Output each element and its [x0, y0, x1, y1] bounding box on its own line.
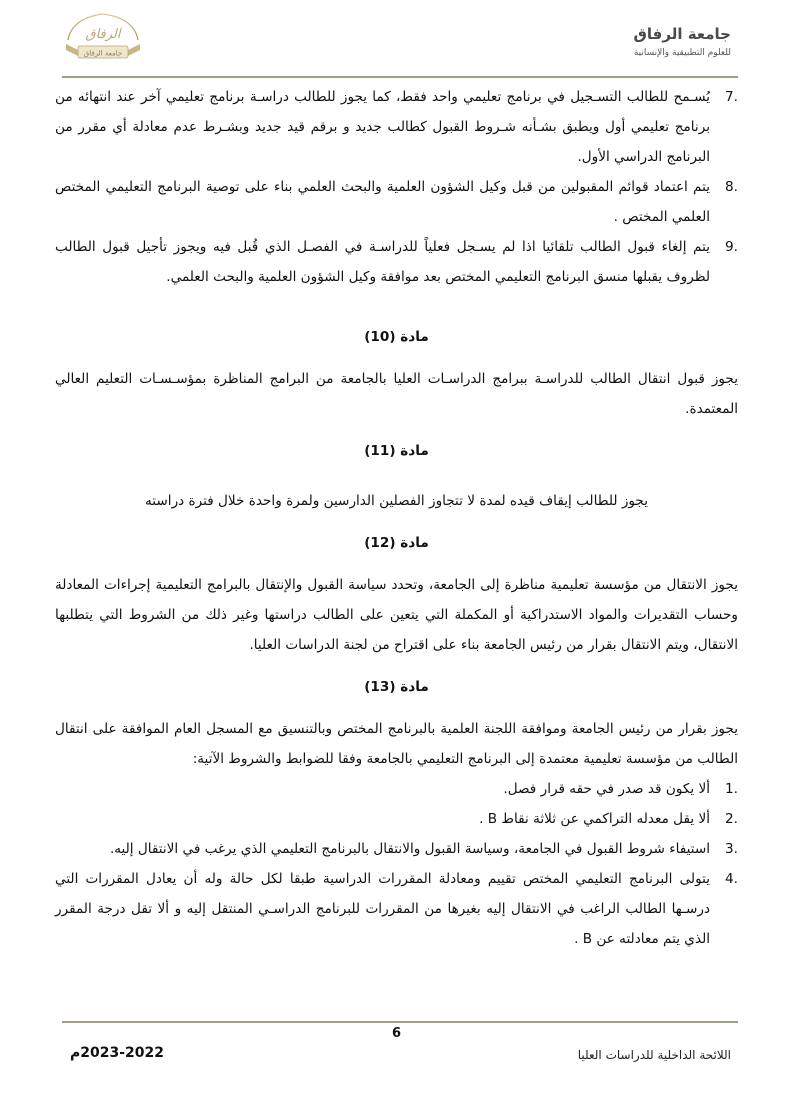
page-content [55, 82, 738, 954]
article-10-text: يجوز قبول انتقال الطالب للدراسـة ببرامج الدراسـات العليا بالجامعة من البرامج المناظرة بمؤسـسـات التعليم العالي المعتمدة. [55, 371, 738, 417]
footer-divider [62, 1021, 738, 1023]
list-item-text: يتم إلغاء قبول الطالب تلقائيا اذا لم يسـجل فعلياً للدراسـة في الفصـل الذي قُبل فيه ويجوز تأجيل قبول الطالب لظروف يقبلها منسق البرنامج التعليمي المختص بعد موافقة وكيل الشؤون العلمية والبحث العلمي. [55, 239, 710, 285]
header-divider [62, 76, 738, 78]
footer-year: 2023-2022م [70, 1045, 165, 1061]
list-item [55, 82, 738, 172]
list-item [55, 804, 738, 834]
page-number: 6 [391, 1026, 402, 1041]
logo-banner-text: جامعة الرفاق [83, 49, 123, 58]
page-header [0, 0, 793, 78]
list-item-number: 9. [725, 239, 738, 255]
article-11-text: يجوز للطالب إيقاف قيده لمدة لا تتجاوز الفصلين الدارسين ولمرة واحدة خلال فترة دراسته [145, 493, 648, 509]
numbered-list-top [55, 82, 738, 292]
numbered-list-article-13 [55, 774, 738, 954]
list-item-number: 3. [725, 841, 738, 857]
list-item-text: ألا يكون قد صدر في حقه قرار فصل. [503, 781, 710, 797]
list-item-number: 7. [725, 89, 738, 105]
university-logo [62, 10, 144, 64]
list-item-text: استيفاء شروط القبول في الجامعة، وسياسة القبول والانتقال بالبرنامج التعليمي الذي يرغب في الانتقال إليه. [109, 841, 710, 857]
list-item-number: 4. [725, 871, 738, 887]
list-item [55, 232, 738, 292]
list-item-number: 8. [725, 179, 738, 195]
university-title-block [634, 24, 732, 58]
university-subtitle: للعلوم التطبيقية والإنسانية [633, 48, 731, 58]
article-13-intro: يجوز بقرار من رئيس الجامعة وموافقة اللجنة العلمية بالبرنامج المختص وبالتنسيق مع المسجل العام الموافقة على انتقال الطالب من مؤسسة تعليمية معتمدة إلى البرنامج التعليمي بالجامعة وفقا للضوابط والشروط الآتية: [55, 721, 738, 767]
footer-document-title: اللائحة الداخلية للدراسات العليا [577, 1048, 731, 1062]
article-11-title: مادة (11) [364, 443, 429, 459]
article-12-title: مادة (12) [364, 535, 429, 551]
article-13-title: مادة (13) [364, 679, 429, 695]
list-item-number: 2. [725, 811, 738, 827]
article-12-text: يجوز الانتقال من مؤسسة تعليمية مناظرة إلى الجامعة، وتحدد سياسة القبول والإنتقال بالبرامج التعليمية إجراءات المعادلة وحساب التقديرات والمواد الاستدراكية أو المكملة التي يتعين على الطالب دراستها وغير ذلك من الشروط التي يتطلبها الانتقال، ويتم الانتقال بقرار من رئيس الجامعة بناء على اقتراح من لجنة الدراسات العليا. [55, 577, 738, 653]
logo-script-text: الرفاق [85, 27, 121, 42]
list-item-text: يتولى البرنامج التعليمي المختص تقييم ومعادلة المقررات الدراسية طبقا لكل حالة وله أن يعادل المقررات التي درسـها الطالب الراغب في الانتقال إليه بغيرها من المقررات للبرنامج الدراسـي المنتقل إليه و ألا تقل درجة المقرر الذي يتم معادلته عن B . [55, 871, 710, 947]
list-item-text: ألا يقل معدله التراكمي عن ثلاثة نقاط B . [479, 811, 710, 827]
list-item [55, 834, 738, 864]
article-10-title: مادة (10) [364, 329, 429, 345]
university-name: جامعة الرفاق [633, 25, 731, 43]
list-item-number: 1. [725, 781, 738, 797]
list-item [55, 172, 738, 232]
list-item-text: يُسـمح للطالب التسـجيل في برنامج تعليمي واحد فقط، كما يجوز للطالب دراسـة برنامج تعليمي آخر عند انتهائه من برنامج تعليمي أول ويطبق بشـأنه شـروط القبول كطالب جديد و برقم قيد جديد وبشـرط عدم معادلة أي مقرر من البرنامج الدراسي الأول. [55, 89, 710, 165]
list-item-text: يتم اعتماد قوائم المقبولين من قبل وكيل الشؤون العلمية والبحث العلمي بناء على توصية البرنامج التعليمي المختص العلمي المختص . [55, 179, 710, 225]
list-item [55, 774, 738, 804]
list-item [55, 864, 738, 954]
